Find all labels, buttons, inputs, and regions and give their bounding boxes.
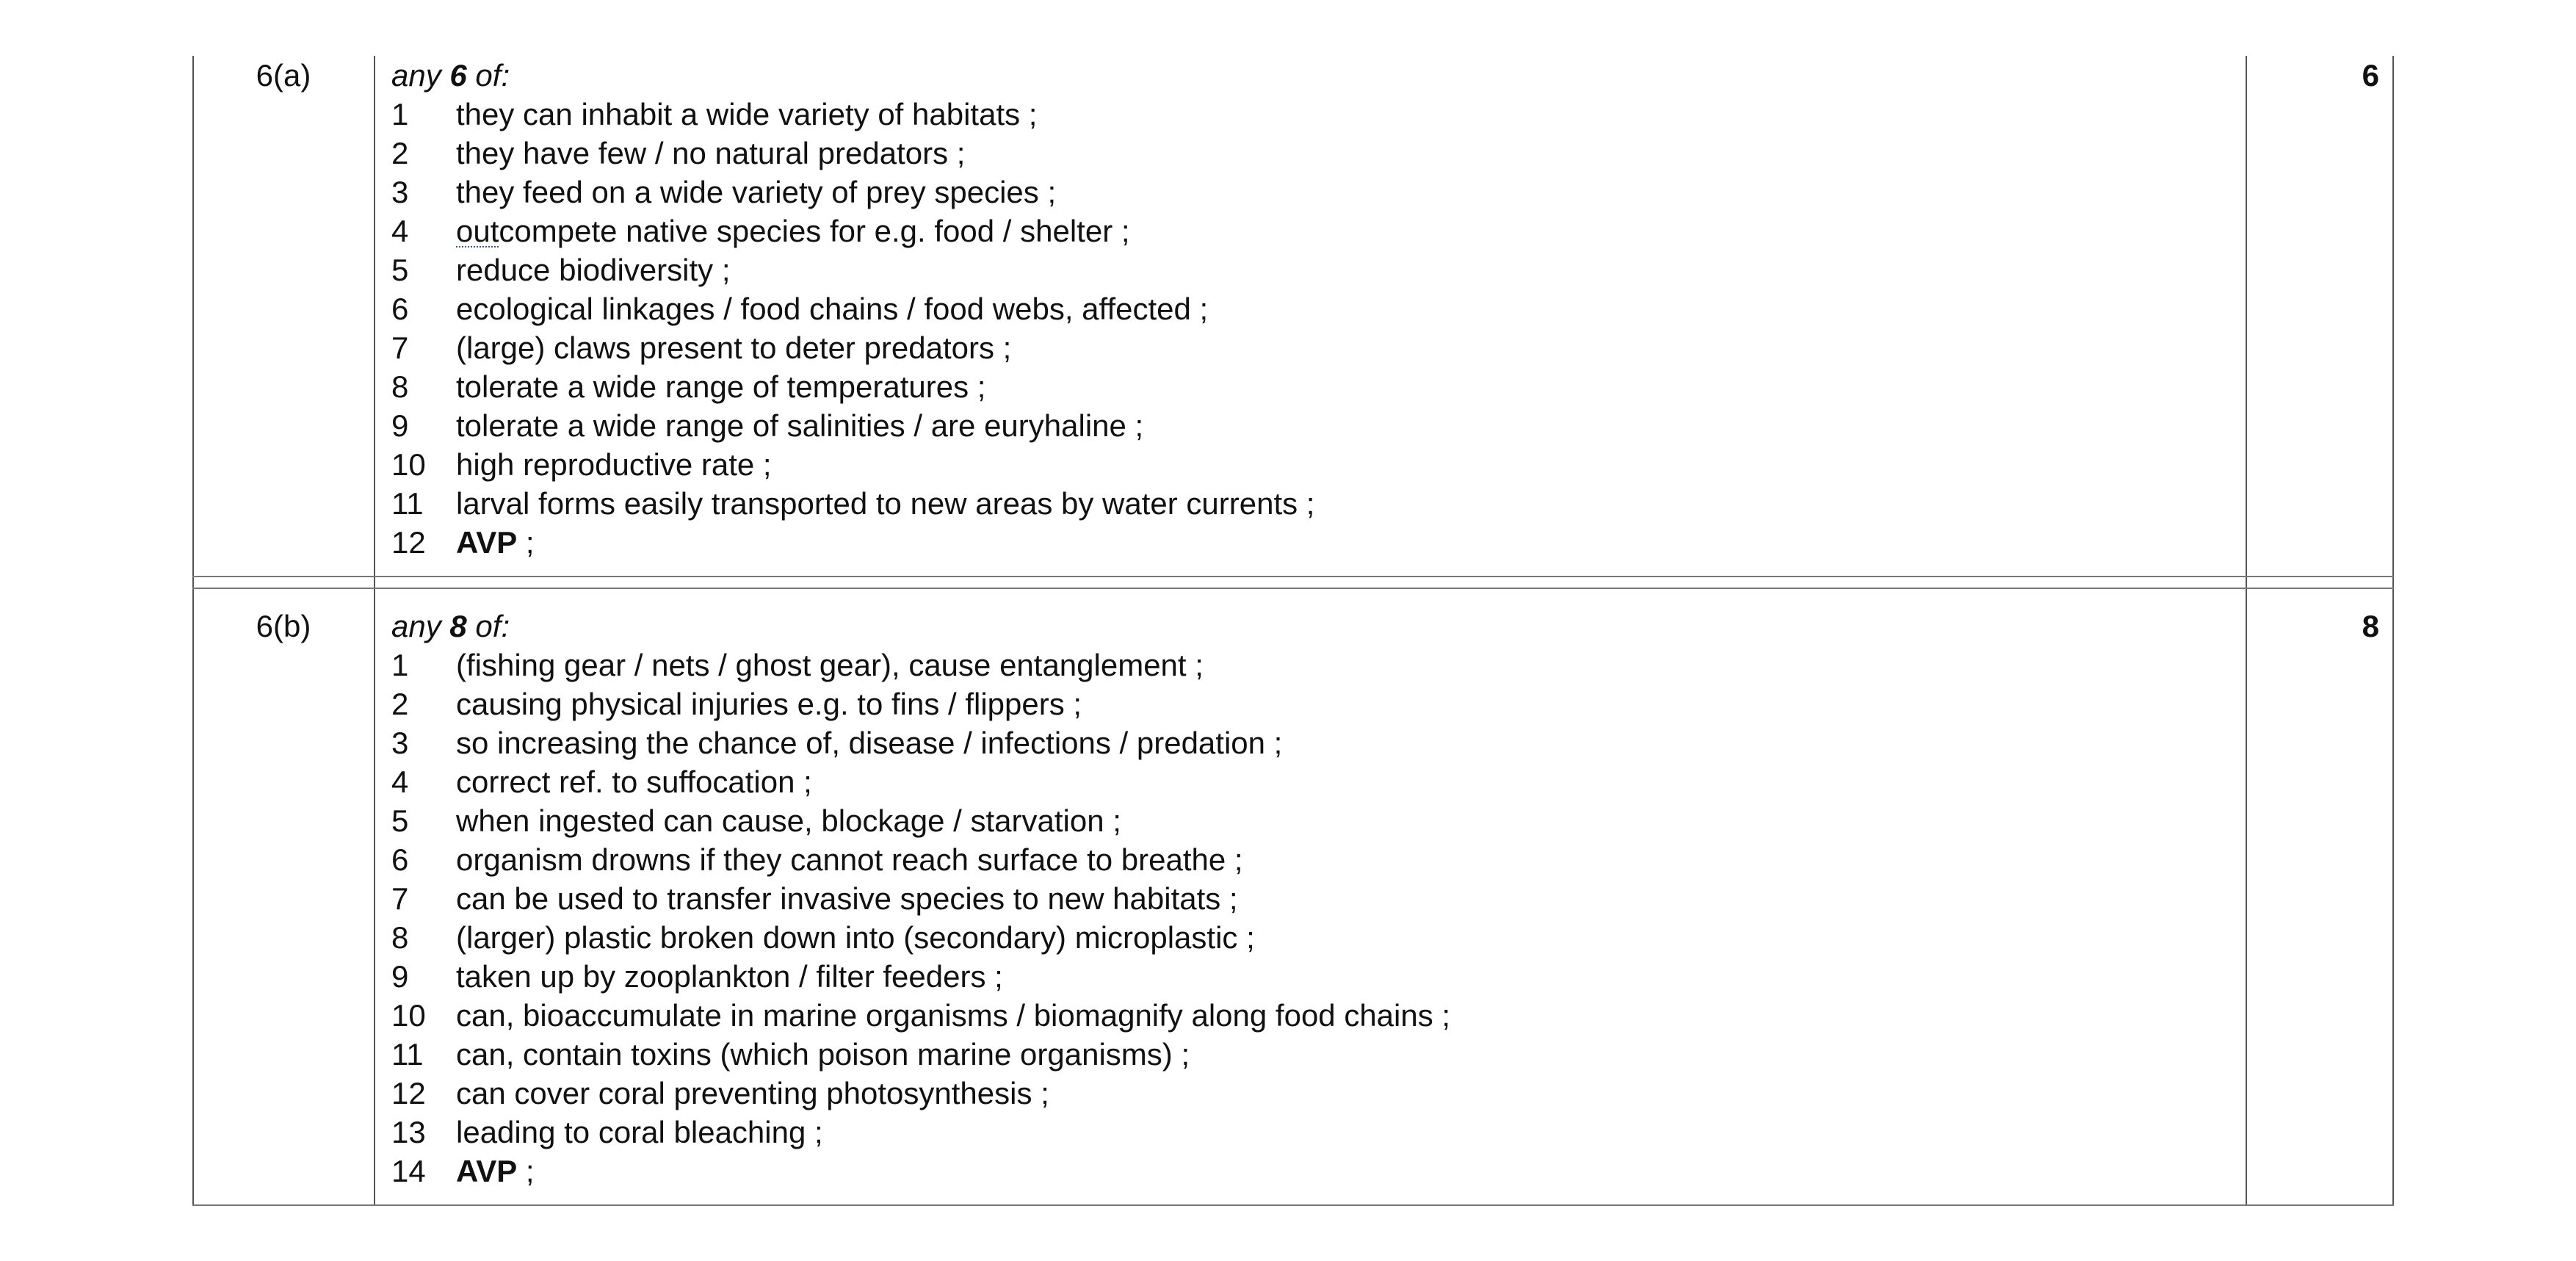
column-divider-marks xyxy=(2246,56,2247,1206)
list-item: 9 tolerate a wide range of salinities / are euryhaline ; xyxy=(391,408,1144,443)
list-item: 12 AVP ; xyxy=(391,525,535,560)
question-number: 6(a) xyxy=(256,58,311,93)
question-number: 6(b) xyxy=(256,609,311,643)
list-item: 3 they feed on a wide variety of prey species ; xyxy=(391,175,1057,209)
list-item: 5 reduce biodiversity ; xyxy=(391,253,731,287)
list-item: 5 when ingested can cause, blockage / starvation ; xyxy=(391,803,1121,838)
list-item: 4 correct ref. to suffocation ; xyxy=(391,765,812,799)
list-item: 11 can, contain toxins (which poison marine organisms) ; xyxy=(391,1037,1190,1072)
list-item: 7 (large) claws present to deter predators ; xyxy=(391,330,1012,365)
list-item: 1 (fishing gear / nets / ghost gear), cause entanglement ; xyxy=(391,648,1204,682)
list-item: 3 so increasing the chance of, disease / infections / predation ; xyxy=(391,726,1283,760)
mark-scheme-table xyxy=(192,56,2394,1206)
row-separator-bottom xyxy=(192,588,2394,589)
list-item: 2 causing physical injuries e.g. to fins / flippers ; xyxy=(391,687,1082,721)
answer-list xyxy=(391,56,1314,562)
list-item: 12 can cover coral preventing photosynthesis ; xyxy=(391,1076,1049,1110)
list-item: 11 larval forms easily transported to new areas by water currents ; xyxy=(391,486,1315,521)
list-item: 6 organism drowns if they cannot reach surface to breathe ; xyxy=(391,842,1243,877)
answer-list xyxy=(391,607,1450,1190)
list-item: 8 tolerate a wide range of temperatures ; xyxy=(391,369,986,404)
list-item: 1 they can inhabit a wide variety of habitats ; xyxy=(391,97,1038,131)
row-separator-top xyxy=(192,576,2394,577)
list-item: 4 outcompete native species for e.g. food / shelter ; xyxy=(391,214,1130,248)
answer-intro: any 6 of: xyxy=(391,58,510,93)
marks-value: 6 xyxy=(2362,58,2379,93)
table-border-bottom xyxy=(192,1204,2394,1206)
list-item: 10 high reproductive rate ; xyxy=(391,447,772,482)
list-item: 10 can, bioaccumulate in marine organisms / biomagnify along food chains ; xyxy=(391,998,1451,1033)
marks-value: 8 xyxy=(2362,609,2379,643)
list-item: 8 (larger) plastic broken down into (secondary) microplastic ; xyxy=(391,920,1255,955)
list-item: 2 they have few / no natural predators ; xyxy=(391,136,966,170)
list-item: 6 ecological linkages / food chains / food webs, affected ; xyxy=(391,292,1209,326)
list-item: 9 taken up by zooplankton / filter feeders ; xyxy=(391,959,1003,994)
list-item: 14 AVP ; xyxy=(391,1154,535,1188)
list-item: 13 leading to coral bleaching ; xyxy=(391,1115,823,1149)
list-item: 7 can be used to transfer invasive species to new habitats ; xyxy=(391,881,1238,916)
answer-intro: any 8 of: xyxy=(391,609,510,643)
table-border-right xyxy=(2392,56,2394,1206)
